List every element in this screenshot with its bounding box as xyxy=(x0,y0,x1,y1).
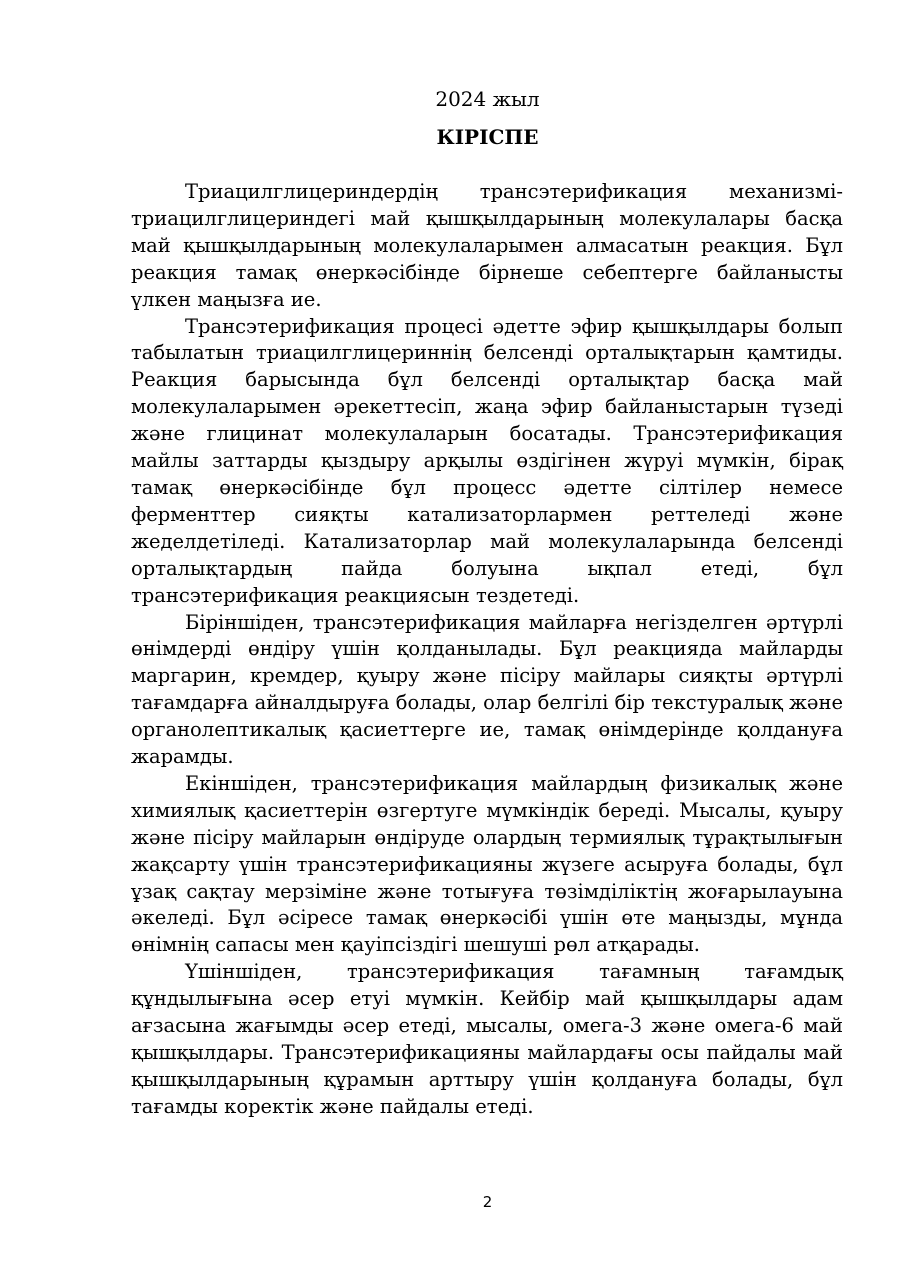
paragraph-1: Триацилглицериндердің трансэтерификация механизмі- триацилглицериндегі май қышқылдарының молекулалары басқа май қышқылдарының молекулаларымен алмасатын реакция. Бұл реакция тамақ өнеркәсібінде бірнеше себептерге байланысты үлкен маңызға ие. xyxy=(131,180,843,311)
page-number: 2 xyxy=(482,1193,493,1211)
paragraph-2: Трансэтерификация процесі әдетте эфир қышқылдары болып табылатын триацилглицериннің белсенді орталықтарын қамтиды. Реакция барысында бұл белсенді орталықтар басқа май молекулаларымен әрекеттесіп, жаңа эфир байланыстарын түзеді және глицинат молекулаларын босатады. Трансэтерификация майлы заттарды қыздыру арқылы өздігінен жүруі мүмкін, бірақ тамақ өнеркәсібінде бұл процесс әдетте сілтілер немесе ферменттер сияқты катализаторлармен реттеледі және жеделдетіледі. Катализаторлар май молекулаларында белсенді орталықтардың пайда болуына ықпал етеді, бұл трансэтерификация реакциясын тездетеді. xyxy=(131,314,843,607)
paragraph-3: Біріншіден, трансэтерификация майларға негізделген әртүрлі өнімдерді өндіру үшін қолданылады. Бұл реакцияда майларды маргарин, кремдер, қуыру және пісіру майлары сияқты әртүрлі тағамдарға айналдыруға болады, олар белгілі бір текстуралық және органолептикалық қасиеттерге ие, тамақ өнімдерінде қолдануға жарамды. xyxy=(131,610,843,769)
section-heading: КІРІСПЕ xyxy=(436,125,539,149)
paragraph-5: Үшіншіден, трансэтерификация тағамның тағамдық құндылығына әсер етуі мүмкін. Кейбір май қышқылдары адам ағзасына жағымды әсер етеді, мысалы, омега-3 және омега-6 май қышқылдары. Трансэтерификацияны майлардағы осы пайдалы май қышқылдарының құрамын арттыру үшін қолдануға болады, бұл тағамды коректік және пайдалы етеді. xyxy=(131,960,843,1118)
body-text xyxy=(131,179,843,1121)
year-line: 2024 жыл xyxy=(435,87,540,111)
paragraph-4: Екіншіден, трансэтерификация майлардың физикалық және химиялық қасиеттерін өзгертуге мүмкіндік береді. Мысалы, қуыру және пісіру майларын өндіруде олардың термиялық тұрақтылығын жақсарту үшін трансэтерификацияны жүзеге асыруға болады, бұл ұзақ сақтау мерзіміне және тотығуға төзімділіктің жоғарылауына әкеледі. Бұл әсіресе тамақ өнеркәсібі үшін өте маңызды, мұнда өнімнің сапасы мен қауіпсіздігі шешуші рөл атқарады. xyxy=(131,771,843,957)
